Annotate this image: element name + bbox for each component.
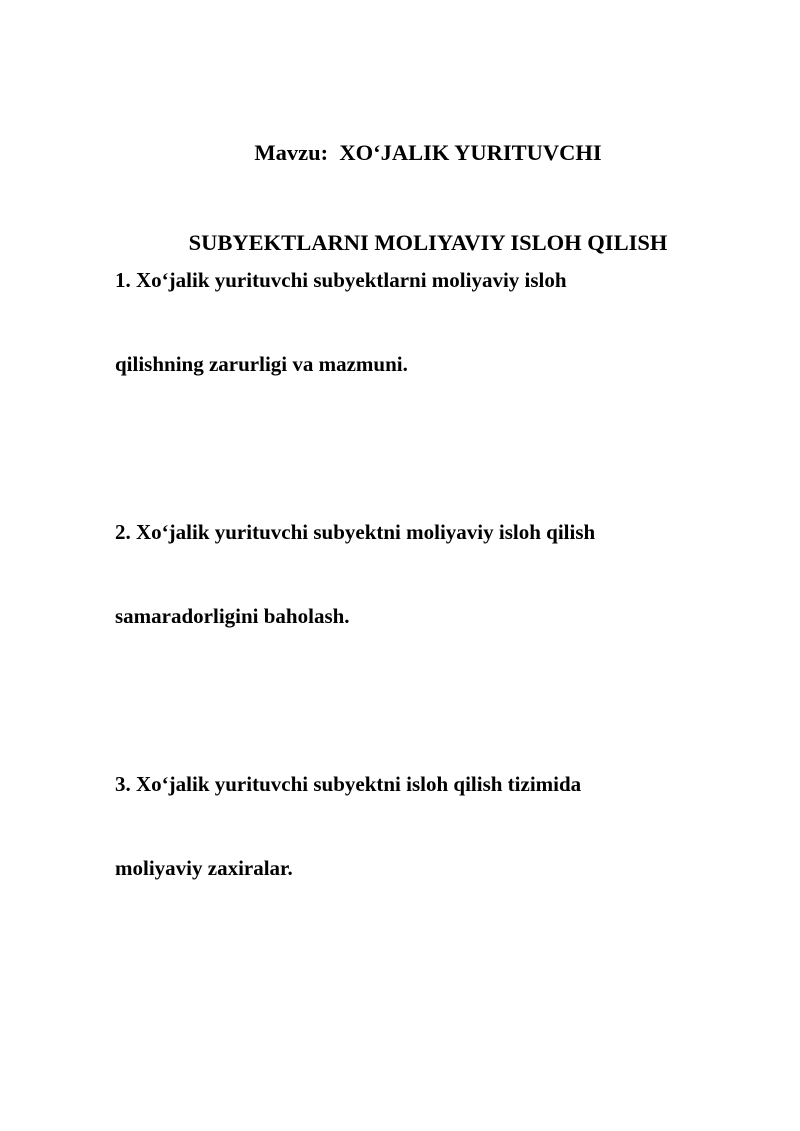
page-title-line-2: SUBYEKTLARNI MOLIYAVIY ISLOH QILISH [188, 230, 668, 255]
list-item [115, 714, 735, 938]
list-item-line: 2. Xo‘jalik yurituvchi subyektni moliyaviy isloh qilish [115, 520, 596, 544]
list-item [115, 210, 735, 434]
topic-list [115, 210, 735, 966]
list-item-line: 3. Xo‘jalik yurituvchi subyektni isloh qilish tizimida [115, 772, 582, 796]
list-item-line: moliyaviy zaxiralar. [115, 856, 293, 880]
page-title-line-1: Mavzu: XO‘JALIK YURITUVCHI [254, 140, 602, 165]
list-item-line: 1. Xo‘jalik yurituvchi subyektlarni moliyaviy isloh [115, 268, 567, 292]
list-item-line: samaradorligini baholash. [115, 604, 350, 628]
list-item [115, 462, 735, 686]
list-item-line: qilishning zarurligi va mazmuni. [115, 352, 408, 376]
